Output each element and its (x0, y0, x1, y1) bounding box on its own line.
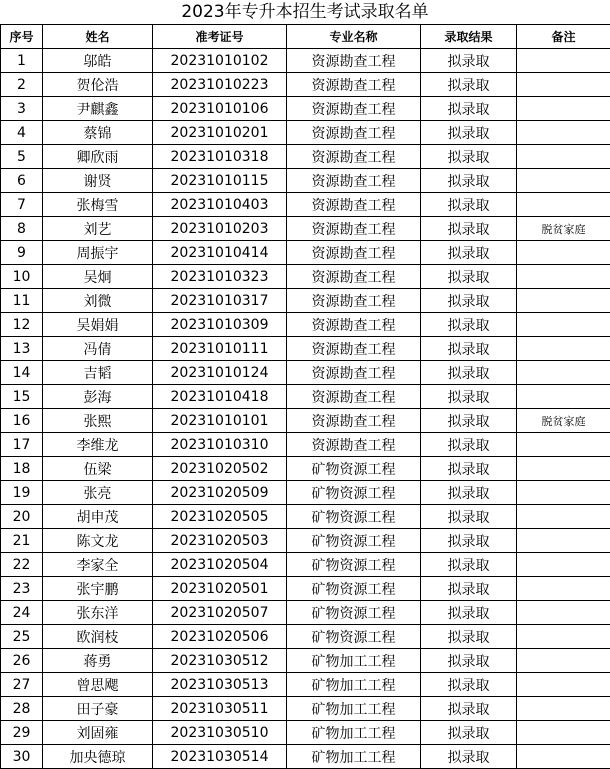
cell-remark: 脱贫家庭 (517, 217, 610, 241)
cell-index: 2 (1, 73, 43, 97)
table-row (1, 649, 610, 673)
cell-result: 拟录取 (421, 289, 517, 313)
cell-name: 刘微 (43, 289, 153, 313)
cell-name: 李家全 (43, 553, 153, 577)
cell-remark (517, 529, 610, 553)
cell-result: 拟录取 (421, 145, 517, 169)
cell-name: 谢贤 (43, 169, 153, 193)
cell-result: 拟录取 (421, 337, 517, 361)
cell-name: 张梅雪 (43, 193, 153, 217)
cell-index: 7 (1, 193, 43, 217)
cell-result: 拟录取 (421, 217, 517, 241)
table-row (1, 265, 610, 289)
cell-major: 矿物资源工程 (287, 577, 421, 601)
cell-major: 资源勘查工程 (287, 313, 421, 337)
table-row (1, 457, 610, 481)
cell-remark (517, 433, 610, 457)
table-row (1, 193, 610, 217)
cell-name: 李维龙 (43, 433, 153, 457)
cell-remark (517, 49, 610, 73)
cell-name: 彭海 (43, 385, 153, 409)
cell-result: 拟录取 (421, 49, 517, 73)
cell-remark (517, 97, 610, 121)
cell-index: 21 (1, 529, 43, 553)
cell-result: 拟录取 (421, 385, 517, 409)
cell-remark (517, 457, 610, 481)
cell-index: 26 (1, 649, 43, 673)
cell-exam-id: 20231020501 (153, 577, 287, 601)
cell-remark (517, 625, 610, 649)
cell-remark (517, 145, 610, 169)
cell-major: 资源勘查工程 (287, 121, 421, 145)
cell-result: 拟录取 (421, 409, 517, 433)
cell-index: 10 (1, 265, 43, 289)
cell-remark (517, 169, 610, 193)
cell-name: 张熙 (43, 409, 153, 433)
table-row (1, 481, 610, 505)
header-major: 专业名称 (287, 25, 421, 49)
cell-remark (517, 673, 610, 697)
header-name: 姓名 (43, 25, 153, 49)
table-row (1, 601, 610, 625)
cell-index: 1 (1, 49, 43, 73)
table-row (1, 553, 610, 577)
cell-index: 4 (1, 121, 43, 145)
header-exam-id: 准考证号 (153, 25, 287, 49)
cell-index: 17 (1, 433, 43, 457)
cell-remark (517, 649, 610, 673)
cell-result: 拟录取 (421, 505, 517, 529)
cell-result: 拟录取 (421, 649, 517, 673)
cell-remark (517, 193, 610, 217)
cell-remark (517, 697, 610, 721)
cell-remark (517, 73, 610, 97)
cell-name: 张宇鹏 (43, 577, 153, 601)
cell-remark (517, 337, 610, 361)
table-row (1, 577, 610, 601)
cell-exam-id: 20231030512 (153, 649, 287, 673)
cell-remark (517, 241, 610, 265)
cell-major: 资源勘查工程 (287, 265, 421, 289)
cell-major: 矿物资源工程 (287, 553, 421, 577)
cell-result: 拟录取 (421, 121, 517, 145)
cell-major: 矿物资源工程 (287, 529, 421, 553)
cell-name: 吴娟娟 (43, 313, 153, 337)
cell-name: 刘艺 (43, 217, 153, 241)
cell-index: 30 (1, 745, 43, 769)
cell-index: 25 (1, 625, 43, 649)
cell-result: 拟录取 (421, 313, 517, 337)
cell-exam-id: 20231010201 (153, 121, 287, 145)
cell-index: 6 (1, 169, 43, 193)
cell-exam-id: 20231010418 (153, 385, 287, 409)
cell-exam-id: 20231010310 (153, 433, 287, 457)
cell-name: 邬皓 (43, 49, 153, 73)
cell-major: 矿物加工工程 (287, 697, 421, 721)
cell-remark (517, 313, 610, 337)
table-row (1, 313, 610, 337)
cell-major: 资源勘查工程 (287, 409, 421, 433)
cell-result: 拟录取 (421, 553, 517, 577)
cell-result: 拟录取 (421, 721, 517, 745)
cell-major: 资源勘查工程 (287, 217, 421, 241)
cell-name: 冯倩 (43, 337, 153, 361)
cell-index: 12 (1, 313, 43, 337)
cell-exam-id: 20231020503 (153, 529, 287, 553)
cell-exam-id: 20231030514 (153, 745, 287, 769)
cell-exam-id: 20231010414 (153, 241, 287, 265)
cell-result: 拟录取 (421, 601, 517, 625)
cell-result: 拟录取 (421, 529, 517, 553)
cell-remark: 脱贫家庭 (517, 409, 610, 433)
cell-major: 资源勘查工程 (287, 241, 421, 265)
cell-name: 贺伦浩 (43, 73, 153, 97)
cell-exam-id: 20231020502 (153, 457, 287, 481)
cell-name: 卿欣雨 (43, 145, 153, 169)
cell-major: 资源勘查工程 (287, 49, 421, 73)
header-index: 序号 (1, 25, 43, 49)
cell-major: 资源勘查工程 (287, 385, 421, 409)
cell-exam-id: 20231010203 (153, 217, 287, 241)
cell-exam-id: 20231010124 (153, 361, 287, 385)
cell-exam-id: 20231010106 (153, 97, 287, 121)
cell-major: 资源勘查工程 (287, 145, 421, 169)
cell-index: 22 (1, 553, 43, 577)
cell-index: 20 (1, 505, 43, 529)
cell-result: 拟录取 (421, 361, 517, 385)
cell-result: 拟录取 (421, 241, 517, 265)
cell-exam-id: 20231020507 (153, 601, 287, 625)
cell-exam-id: 20231030513 (153, 673, 287, 697)
cell-name: 张亮 (43, 481, 153, 505)
table-row (1, 121, 610, 145)
cell-result: 拟录取 (421, 265, 517, 289)
cell-name: 曾思飔 (43, 673, 153, 697)
cell-remark (517, 505, 610, 529)
cell-exam-id: 20231020506 (153, 625, 287, 649)
cell-result: 拟录取 (421, 169, 517, 193)
cell-result: 拟录取 (421, 433, 517, 457)
header-remark: 备注 (517, 25, 610, 49)
cell-result: 拟录取 (421, 577, 517, 601)
cell-remark (517, 481, 610, 505)
table-row (1, 145, 610, 169)
table-row (1, 409, 610, 433)
cell-index: 8 (1, 217, 43, 241)
cell-remark (517, 721, 610, 745)
table-row (1, 673, 610, 697)
cell-major: 矿物加工工程 (287, 721, 421, 745)
cell-exam-id: 20231020505 (153, 505, 287, 529)
cell-index: 9 (1, 241, 43, 265)
cell-result: 拟录取 (421, 97, 517, 121)
cell-index: 15 (1, 385, 43, 409)
cell-exam-id: 20231030511 (153, 697, 287, 721)
cell-name: 吴炯 (43, 265, 153, 289)
cell-index: 18 (1, 457, 43, 481)
table-row (1, 385, 610, 409)
table-row (1, 169, 610, 193)
cell-remark (517, 361, 610, 385)
cell-major: 矿物资源工程 (287, 457, 421, 481)
cell-major: 资源勘查工程 (287, 361, 421, 385)
cell-index: 27 (1, 673, 43, 697)
table-row (1, 505, 610, 529)
cell-exam-id: 20231010102 (153, 49, 287, 73)
cell-result: 拟录取 (421, 697, 517, 721)
cell-name: 胡申茂 (43, 505, 153, 529)
cell-major: 资源勘查工程 (287, 169, 421, 193)
cell-result: 拟录取 (421, 457, 517, 481)
table-row (1, 433, 610, 457)
cell-major: 矿物资源工程 (287, 505, 421, 529)
cell-index: 24 (1, 601, 43, 625)
cell-exam-id: 20231010115 (153, 169, 287, 193)
cell-major: 资源勘查工程 (287, 433, 421, 457)
table-row (1, 529, 610, 553)
cell-exam-id: 20231020509 (153, 481, 287, 505)
cell-major: 资源勘查工程 (287, 193, 421, 217)
cell-index: 19 (1, 481, 43, 505)
table-row (1, 97, 610, 121)
table-row (1, 697, 610, 721)
cell-exam-id: 20231010403 (153, 193, 287, 217)
page-title: 2023年专升本招生考试录取名单 (0, 0, 610, 25)
cell-remark (517, 601, 610, 625)
cell-name: 田子豪 (43, 697, 153, 721)
table-row (1, 289, 610, 313)
table-row (1, 721, 610, 745)
table-row (1, 241, 610, 265)
cell-exam-id: 20231010309 (153, 313, 287, 337)
cell-result: 拟录取 (421, 73, 517, 97)
cell-name: 吉韬 (43, 361, 153, 385)
cell-remark (517, 577, 610, 601)
cell-remark (517, 265, 610, 289)
cell-remark (517, 553, 610, 577)
cell-name: 周振宇 (43, 241, 153, 265)
cell-exam-id: 20231010101 (153, 409, 287, 433)
cell-major: 矿物加工工程 (287, 745, 421, 769)
cell-result: 拟录取 (421, 481, 517, 505)
cell-name: 陈文龙 (43, 529, 153, 553)
cell-result: 拟录取 (421, 625, 517, 649)
cell-exam-id: 20231010318 (153, 145, 287, 169)
cell-name: 张东洋 (43, 601, 153, 625)
table-row (1, 625, 610, 649)
cell-exam-id: 20231030510 (153, 721, 287, 745)
cell-remark (517, 385, 610, 409)
cell-remark (517, 121, 610, 145)
cell-exam-id: 20231010111 (153, 337, 287, 361)
table-header-row (1, 25, 610, 49)
header-result: 录取结果 (421, 25, 517, 49)
cell-index: 3 (1, 97, 43, 121)
cell-exam-id: 20231020504 (153, 553, 287, 577)
cell-name: 蒋勇 (43, 649, 153, 673)
cell-index: 28 (1, 697, 43, 721)
cell-index: 11 (1, 289, 43, 313)
cell-major: 矿物加工工程 (287, 649, 421, 673)
cell-major: 矿物资源工程 (287, 625, 421, 649)
cell-major: 资源勘查工程 (287, 289, 421, 313)
cell-exam-id: 20231010323 (153, 265, 287, 289)
cell-index: 14 (1, 361, 43, 385)
cell-major: 资源勘查工程 (287, 337, 421, 361)
table-row (1, 745, 610, 769)
cell-name: 尹麒鑫 (43, 97, 153, 121)
cell-name: 蔡锦 (43, 121, 153, 145)
cell-major: 资源勘查工程 (287, 97, 421, 121)
cell-major: 矿物资源工程 (287, 601, 421, 625)
cell-index: 13 (1, 337, 43, 361)
cell-result: 拟录取 (421, 193, 517, 217)
cell-name: 加央德琼 (43, 745, 153, 769)
table-row (1, 217, 610, 241)
cell-index: 29 (1, 721, 43, 745)
cell-index: 23 (1, 577, 43, 601)
table-row (1, 361, 610, 385)
cell-result: 拟录取 (421, 745, 517, 769)
cell-major: 矿物加工工程 (287, 673, 421, 697)
table-row (1, 73, 610, 97)
admission-table (0, 25, 610, 769)
cell-exam-id: 20231010317 (153, 289, 287, 313)
cell-result: 拟录取 (421, 673, 517, 697)
cell-remark (517, 289, 610, 313)
table-row (1, 337, 610, 361)
cell-index: 5 (1, 145, 43, 169)
cell-index: 16 (1, 409, 43, 433)
cell-name: 伍梁 (43, 457, 153, 481)
cell-major: 资源勘查工程 (287, 73, 421, 97)
table-row (1, 49, 610, 73)
cell-remark (517, 745, 610, 769)
cell-exam-id: 20231010223 (153, 73, 287, 97)
cell-name: 欧润枝 (43, 625, 153, 649)
cell-name: 刘固雍 (43, 721, 153, 745)
cell-major: 矿物资源工程 (287, 481, 421, 505)
